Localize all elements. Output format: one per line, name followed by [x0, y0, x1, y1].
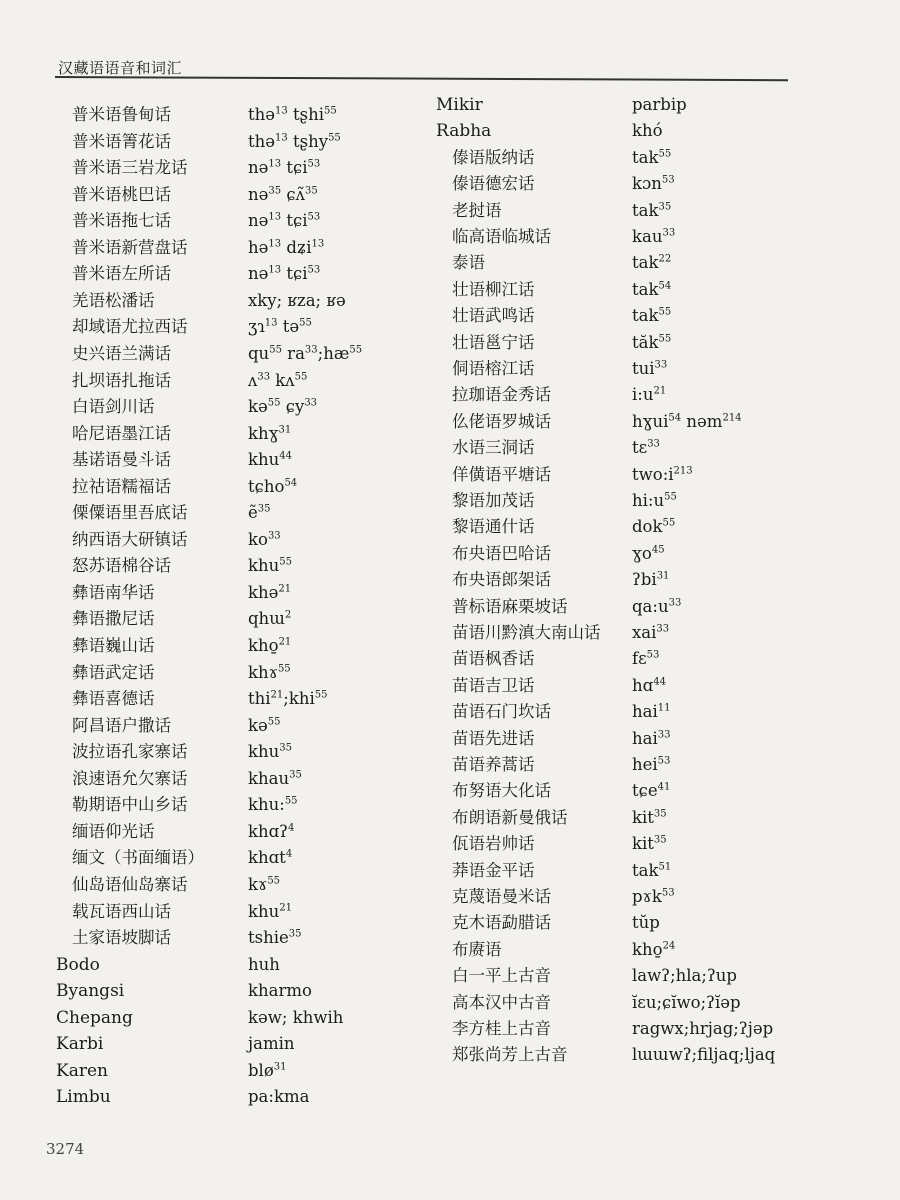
- language-name: 拉珈语金秀话: [452, 385, 551, 404]
- language-name: Chepang: [56, 1008, 133, 1028]
- language-name: Byangsi: [56, 981, 125, 1001]
- word-form: hei$^{53}$: [632, 755, 671, 774]
- word-form: hɣui$^{54}$ nəm$^{214}$: [632, 412, 742, 431]
- word-form: tɕe$^{41}$: [632, 781, 671, 800]
- language-name: 彝语喜德话: [72, 689, 155, 708]
- word-form: khu$^{44}$: [248, 450, 292, 469]
- language-name: 缅文（书面缅语）: [72, 848, 204, 867]
- word-form: kho̱$^{24}$: [632, 940, 676, 959]
- word-form: hə$^{13}$ dʑi$^{13}$: [248, 238, 325, 257]
- language-name: Karen: [56, 1061, 108, 1081]
- language-name: 布赓语: [452, 940, 502, 959]
- language-name: 哈尼语墨江话: [72, 424, 171, 443]
- word-form: tăk$^{55}$: [632, 333, 672, 352]
- language-name: 波拉语孔家寨话: [72, 742, 188, 761]
- language-name: 高本汉中古音: [452, 993, 551, 1012]
- language-name: 苗语枫香话: [452, 649, 535, 668]
- language-name: 傣语德宏话: [452, 174, 535, 193]
- word-form: kəw; khwih: [248, 1008, 344, 1027]
- word-form: kharmo: [248, 981, 312, 1000]
- language-name: Limbu: [56, 1087, 111, 1107]
- language-name: 普米语拖七话: [72, 211, 171, 230]
- language-name: Karbi: [56, 1034, 104, 1054]
- header-rule: [55, 76, 788, 81]
- word-form: khu:$^{55}$: [248, 795, 298, 814]
- language-name: 莽语金平话: [452, 861, 535, 880]
- language-name: 临高语临城话: [452, 227, 551, 246]
- word-form: kho̱$^{21}$: [248, 636, 292, 655]
- language-name: 彝语撒尼话: [72, 609, 155, 628]
- word-form: kə$^{55}$: [248, 716, 281, 735]
- word-form: khu$^{35}$: [248, 742, 292, 761]
- language-name: 布努语大化话: [452, 781, 551, 800]
- word-form: dok$^{55}$: [632, 517, 676, 536]
- word-form: parbip: [632, 95, 687, 114]
- word-form: nə$^{35}$ ɕʌ̃$^{35}$: [248, 185, 318, 204]
- language-name: 史兴语兰满话: [72, 344, 171, 363]
- word-form: ĭɛu;ɕĭwo;ʔĭəp: [632, 993, 741, 1012]
- word-form: thə$^{13}$ tʂhi$^{55}$: [248, 105, 337, 124]
- word-form: tak$^{55}$: [632, 306, 672, 325]
- language-name: 普米语箐花话: [72, 132, 171, 151]
- language-name: 阿昌语户撒话: [72, 716, 171, 735]
- language-name: 纳西语大研镇话: [72, 530, 188, 549]
- word-form: ʌ$^{33}$ kʌ$^{55}$: [248, 371, 308, 390]
- language-name: 佤语岩帅话: [452, 834, 535, 853]
- language-name: 彝语巍山话: [72, 636, 155, 655]
- word-form: ʒɿ$^{13}$ tə$^{55}$: [248, 317, 312, 336]
- language-name: 普米语桃巴话: [72, 185, 171, 204]
- language-name: 苗语川黔滇大南山话: [452, 623, 601, 642]
- word-form: kɤ$^{55}$: [248, 875, 281, 894]
- word-form: tɛ$^{33}$: [632, 438, 660, 457]
- language-name: 载瓦语西山话: [72, 902, 171, 921]
- language-name: 克蔑语曼米话: [452, 887, 551, 906]
- word-form: tui$^{33}$: [632, 359, 668, 378]
- word-form: tak$^{55}$: [632, 148, 672, 167]
- language-name: 郑张尚芳上古音: [452, 1045, 568, 1064]
- language-name: Mikir: [436, 95, 483, 115]
- word-form: tak$^{51}$: [632, 861, 672, 880]
- language-name: 却域语尤拉西话: [72, 317, 188, 336]
- language-name: 水语三洞话: [452, 438, 535, 457]
- language-name: Bodo: [56, 955, 100, 975]
- word-form: xai$^{33}$: [632, 623, 670, 642]
- word-form: $hi:u^{55}$: [632, 491, 677, 510]
- language-name: 普米语鲁甸话: [72, 105, 171, 124]
- language-name: 缅语仰光话: [72, 822, 155, 841]
- language-name: 布朗语新曼俄话: [452, 808, 568, 827]
- word-form: khɤ$^{55}$: [248, 663, 291, 682]
- language-name: 普米语三岩龙话: [72, 158, 188, 177]
- language-name: 基诺语曼斗话: [72, 450, 171, 469]
- language-name: 白一平上古音: [452, 966, 551, 985]
- word-form: khu$^{55}$: [248, 556, 292, 575]
- word-form: xky; ʁza; ʁə: [248, 291, 346, 310]
- word-form: ẽ$^{35}$: [248, 503, 271, 522]
- word-form: ʔbi$^{31}$: [632, 570, 670, 589]
- language-name: 壮语柳江话: [452, 280, 535, 299]
- word-form: khɑʔ$^4$: [248, 822, 295, 841]
- word-form: khə$^{21}$: [248, 583, 292, 602]
- language-name: 普米语新营盘话: [72, 238, 188, 257]
- language-name: 苗语吉卫话: [452, 676, 535, 695]
- word-form: khau$^{35}$: [248, 769, 302, 788]
- language-name: 白语剑川话: [72, 397, 155, 416]
- language-name: 苗语先进话: [452, 729, 535, 748]
- language-name: 苗语石门坎话: [452, 702, 551, 721]
- language-name: 佯僙语平塘话: [452, 465, 551, 484]
- language-name: 傣语版纳话: [452, 148, 535, 167]
- language-name: 苗语养蒿话: [452, 755, 535, 774]
- word-form: kau$^{33}$: [632, 227, 676, 246]
- language-name: Rabha: [436, 121, 492, 141]
- word-form: kit$^{35}$: [632, 808, 667, 827]
- language-name: 李方桂上古音: [452, 1019, 551, 1038]
- language-name: 羌语松潘话: [72, 291, 155, 310]
- language-name: 老挝语: [452, 201, 502, 220]
- word-form: hɑ$^{44}$: [632, 676, 666, 695]
- word-form: pɤk$^{53}$: [632, 887, 675, 906]
- language-name: 普米语左所话: [72, 264, 171, 283]
- word-form: $qu^{55}$ $ra^{33};hæ^{55}$: [248, 344, 363, 363]
- word-form: nə$^{13}$ tɕi$^{53}$: [248, 158, 321, 177]
- word-form: tak$^{54}$: [632, 280, 672, 299]
- word-form: khɑt$^4$: [248, 848, 293, 867]
- language-name: 拉祜语糯福话: [72, 477, 171, 496]
- language-name: 壮语武鸣话: [452, 306, 535, 325]
- word-form: hai$^{33}$: [632, 729, 671, 748]
- language-name: 怒苏语棉谷话: [72, 556, 171, 575]
- word-form: tɕho$^{54}$: [248, 477, 298, 496]
- word-form: nə$^{13}$ tɕi$^{53}$: [248, 264, 321, 283]
- language-name: 扎坝语扎拖话: [72, 371, 171, 390]
- word-form: lawʔ;hla;ʔup: [632, 966, 737, 985]
- word-form: ragwx;hrjag;ʔjəp: [632, 1019, 774, 1038]
- language-name: 仙岛语仙岛寨话: [72, 875, 188, 894]
- word-form: pa:kma: [248, 1087, 310, 1106]
- language-name: 布央语郎架话: [452, 570, 551, 589]
- word-form: kɔn$^{53}$: [632, 174, 675, 193]
- word-form: ɣo$^{45}$: [632, 544, 665, 563]
- word-form: tshie$^{35}$: [248, 928, 302, 947]
- language-name: 黎语通什话: [452, 517, 535, 536]
- word-form: hai$^{11}$: [632, 702, 671, 721]
- word-form: $two:i^{213}$: [632, 465, 693, 484]
- language-name: 彝语武定话: [72, 663, 155, 682]
- word-form: huh: [248, 955, 280, 974]
- language-name: 侗语榕江话: [452, 359, 535, 378]
- word-form: blø$^{31}$: [248, 1061, 287, 1080]
- page-number: 3274: [46, 1140, 85, 1158]
- language-name: 勒期语中山乡话: [72, 795, 188, 814]
- word-form: thə$^{13}$ tʂhy$^{55}$: [248, 132, 341, 151]
- language-name: 仫佬语罗城话: [452, 412, 551, 431]
- word-form: kit$^{35}$: [632, 834, 667, 853]
- language-name: 浪速语允欠寨话: [72, 769, 188, 788]
- word-form: $ko^{33}$: [248, 530, 281, 549]
- word-form: fɛ$^{53}$: [632, 649, 660, 668]
- word-form: nə$^{13}$ tɕi$^{53}$: [248, 211, 321, 230]
- word-form: qhɯ$^2$: [248, 609, 292, 628]
- word-form: $qa:u^{33}$: [632, 597, 682, 616]
- language-name: 壮语邕宁话: [452, 333, 535, 352]
- word-form: jamin: [248, 1034, 295, 1053]
- word-form: tŭp: [632, 913, 660, 932]
- word-form: khu$^{21}$: [248, 902, 292, 921]
- running-header-title: 汉藏语语音和词汇: [58, 59, 183, 77]
- language-name: 克木语勐腊话: [452, 913, 551, 932]
- language-name: 普标语麻栗坡话: [452, 597, 568, 616]
- word-form: khɣ$^{31}$: [248, 424, 292, 443]
- word-form: tak$^{35}$: [632, 201, 672, 220]
- word-form: thi$^{21}$;khi$^{55}$: [248, 689, 328, 708]
- word-form: lɯɯwʔ;filjaq;ljaq: [632, 1045, 776, 1064]
- word-form: kə$^{55}$ ɕy$^{33}$: [248, 397, 318, 416]
- language-name: 傈僳语里吾底话: [72, 503, 188, 522]
- language-name: 布央语巴哈话: [452, 544, 551, 563]
- language-name: 黎语加茂话: [452, 491, 535, 510]
- word-form: $i:u^{21}$: [632, 385, 667, 404]
- word-form: khó: [632, 121, 663, 140]
- language-name: 泰语: [452, 253, 485, 272]
- word-form: tak$^{22}$: [632, 253, 672, 272]
- language-name: 彝语南华话: [72, 583, 155, 602]
- language-name: 土家语坡脚话: [72, 928, 171, 947]
